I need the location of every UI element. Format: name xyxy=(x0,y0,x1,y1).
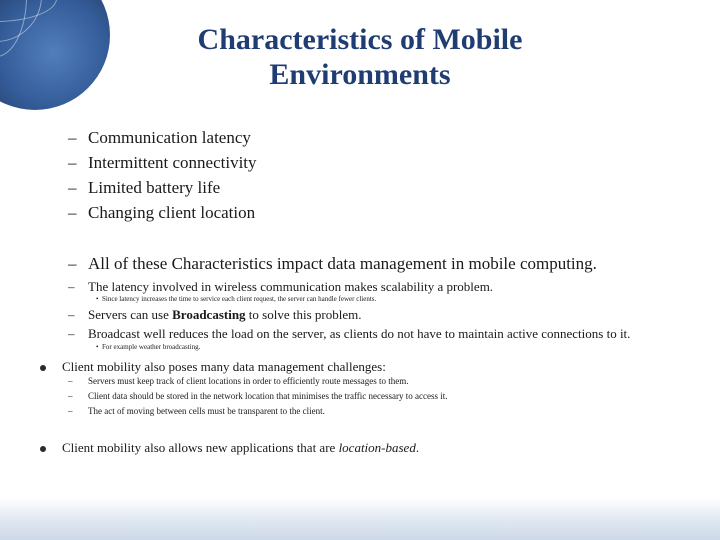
new-apps-emphasis: location-based xyxy=(338,440,416,455)
characteristic-communication-latency: Communication latency xyxy=(88,128,251,147)
client-mobility-text: Client mobility also poses many data management challenges: xyxy=(62,359,386,374)
latency-note: Since latency increases the time to service each client request, the server can handle fewer clients. xyxy=(102,295,377,303)
broadcasting-keyword: Broadcasting xyxy=(172,307,246,322)
dash-marker: – xyxy=(68,376,73,386)
broadcasting-text-before: Servers can use xyxy=(88,307,173,322)
footer-band xyxy=(0,498,720,540)
challenge-item: Servers must keep track of client locations in order to efficiently route messages to them. xyxy=(88,376,409,386)
challenge-item: Client data should be stored in the network location that minimises the traffic necessary to access it. xyxy=(88,391,448,401)
note-bullet: • xyxy=(96,295,99,303)
bullet-dot xyxy=(40,446,46,452)
broadcast-note: For example weather broadcasting. xyxy=(102,343,201,351)
note-bullet: • xyxy=(96,343,99,351)
title-line-2: Environments xyxy=(269,58,451,91)
broadcasting-text-after: to solve this problem. xyxy=(245,307,362,322)
new-apps-text xyxy=(62,440,419,456)
slide-title xyxy=(120,22,600,92)
dash-marker: – xyxy=(68,326,75,341)
challenge-item: The act of moving between cells must be transparent to the client. xyxy=(88,406,325,416)
dash-marker: – xyxy=(68,128,77,147)
dash-marker: – xyxy=(68,391,73,401)
broadcasting-text xyxy=(88,307,361,323)
dash-marker: – xyxy=(68,203,77,222)
bullet-dot xyxy=(40,365,46,371)
dash-marker: – xyxy=(68,406,73,416)
dash-marker: – xyxy=(68,153,77,172)
impact-statement: All of these Characteristics impact data management in mobile computing. xyxy=(88,254,597,273)
title-line-1: Characteristics of Mobile xyxy=(197,23,523,56)
globe-decoration xyxy=(0,0,110,110)
characteristic-changing-client-location: Changing client location xyxy=(88,203,256,222)
dash-marker: – xyxy=(68,254,77,273)
characteristic-intermittent-connectivity: Intermittent connectivity xyxy=(88,153,257,172)
new-apps-text-before: Client mobility also allows new applications that are xyxy=(62,440,339,455)
latency-text: The latency involved in wireless communication makes scalability a problem. xyxy=(88,279,494,294)
dash-marker: – xyxy=(68,178,77,197)
new-apps-text-after: . xyxy=(415,440,420,455)
characteristic-limited-battery-life: Limited battery life xyxy=(88,178,221,197)
dash-marker: – xyxy=(68,307,75,322)
broadcast-load-text: Broadcast well reduces the load on the server, as clients do not have to maintain active connections to it. xyxy=(88,326,631,341)
dash-marker: – xyxy=(68,279,75,294)
